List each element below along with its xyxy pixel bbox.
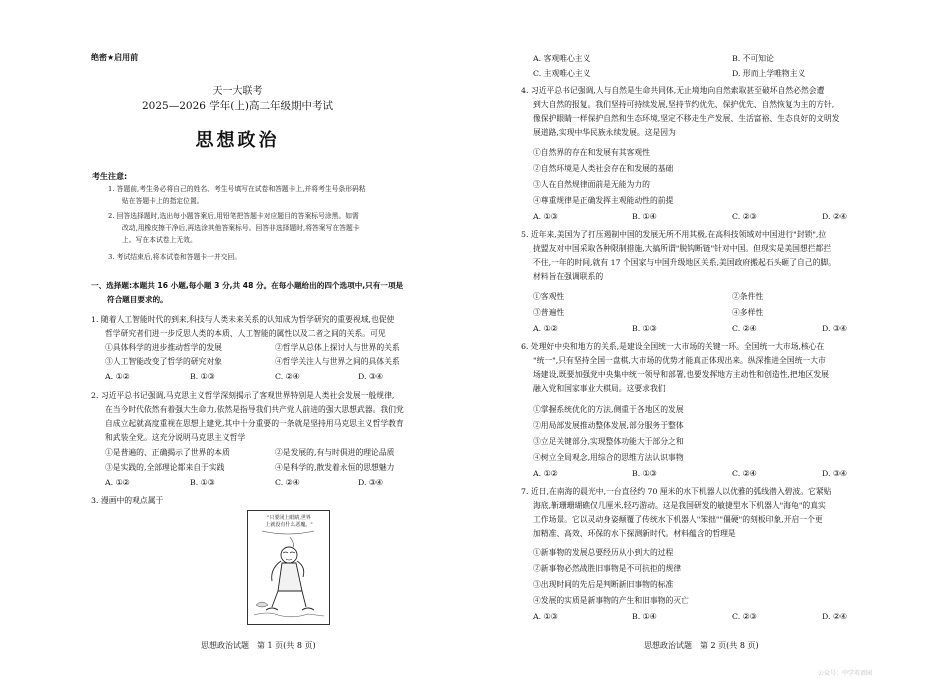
q2-stem: 自成立起就高度重视在思想上建党,其中十分重要的一条就是坚持用马克思主义哲学教育 xyxy=(105,419,404,428)
q7-stem: 工作场景。它以灵动身姿颠覆了传统水下机器人"笨拙""僵硬"的刻板印象,开启一个更 xyxy=(533,515,823,524)
q6-choice-b: B. ①③ xyxy=(632,469,657,478)
q7-stem: 7. 近日,在南海的晨光中,一台直径约 70 厘米的水下机器人以优雅的弧线潜入碧波。它紧贴 xyxy=(521,487,832,496)
q2-choice-d: D. ③④ xyxy=(358,478,383,487)
q1-statement: ①具体科学的进步推动哲学的发展 xyxy=(105,343,222,352)
q2-stem: 在当今时代依然有着强大生命力,依然是指导我们共产党人前进的强大思想武器。我们党 xyxy=(105,405,404,414)
q2-statement: ①是普遍的、正确揭示了世界的本质 xyxy=(105,448,230,457)
note-line: 2. 回答选择题时,选出每小题答案后,用铅笔把答题卡对应题目的答案标号涂黑。如需 xyxy=(108,212,359,220)
q2-statement: ④是科学的,散发着永恒的思想魅力 xyxy=(275,463,395,472)
q1-statement: ③人工智能改变了哲学的研究对象 xyxy=(105,357,222,366)
q4-choice-c: C. ②③ xyxy=(732,212,757,221)
subject-title: 思想政治 xyxy=(195,130,280,151)
q7-statement: ④发展的实质是新事物的产生和旧事物的灭亡 xyxy=(533,596,689,605)
q2-stem: 2. 习近平总书记强调,马克思主义哲学深刻揭示了客观世界特别是人类社会发展一般规律, xyxy=(91,391,395,400)
q6-stem: 6. 处理好中央和地方的关系,是建设全国统一大市场的关键一环。全国统一大市场,核心在 xyxy=(521,342,825,351)
q6-stem: 场建设,既要加强党中央集中统一领导和部署,也要发挥地方主动性和创造性,把地区发展 xyxy=(533,370,829,379)
q7-stem: 加精准、高效、环保的水下探测新时代。材料蕴含的哲理是 xyxy=(533,529,736,538)
section-heading: 一、选择题:本题共 16 小题,每小题 3 分,共 48 分。在每小题给出的四个选项中,只有一项是 xyxy=(91,281,404,290)
q2-choice-a: A. ①② xyxy=(105,478,130,487)
footer-page-1: 思想政治试题 第 1 页(共 8 页) xyxy=(201,641,316,650)
section-heading-cont: 符合题目要求的。 xyxy=(107,295,168,304)
q1-choice-d: D. ③④ xyxy=(358,372,383,381)
q5-stem: 5. 近年来,美国为了打压遏制中国的发展无所不用其极,在高科技领域对中国进行"封锁",拉 xyxy=(521,230,827,239)
q2-choice-c: C. ②④ xyxy=(275,478,300,487)
q5-choice-c: C. ②④ xyxy=(732,324,757,333)
q6-choice-d: D. ③④ xyxy=(822,469,847,478)
note-line: 改动,用橡皮擦干净后,再选涂其他答案标号。回答非选择题时,将答案写在答题卡 xyxy=(122,224,360,232)
q6-statement: ②用局部发展推动整体发展,部分服务于整体 xyxy=(533,421,684,430)
q3-choice-a: A. 客观唯心主义 xyxy=(533,54,591,63)
q4-statement: ③人在自然规律面前是无能为力的 xyxy=(533,180,650,189)
q2-choice-b: B. ①③ xyxy=(190,478,215,487)
note-line: 3. 考试结束后,将本试卷和答题卡一并交回。 xyxy=(108,253,242,261)
q3-choice-d: D. 形而上学唯物主义 xyxy=(732,69,806,78)
footer-page-2: 思想政治试题 第 2 页(共 8 页) xyxy=(644,641,759,650)
note-line: 上。写在本试卷上无效。 xyxy=(122,236,197,244)
q7-statement: ②新事物必然战胜旧事物是不可抗拒的规律 xyxy=(533,564,682,573)
q3-choice-c: C. 主观唯心主义 xyxy=(533,69,591,78)
cartoon-figure-icon xyxy=(248,511,329,624)
q5-choice-b: B. ①③ xyxy=(632,324,657,333)
q7-statement: ①新事物的发展总要经历从小到大的过程 xyxy=(533,548,674,557)
q1-choice-b: B. ①③ xyxy=(190,372,215,381)
q1-choice-a: A. ①② xyxy=(105,372,130,381)
exam-term: 2025—2026 学年(上)高二年级期中考试 xyxy=(142,100,333,112)
q4-choice-b: B. ①④ xyxy=(632,212,657,221)
q5-statement: ④多样性 xyxy=(732,308,764,317)
q3-choice-b: B. 不可知论 xyxy=(732,54,774,63)
q6-stem: 融入党和国家事业大棋局。这要求我们 xyxy=(533,384,666,393)
q4-stem: 4. 习近平总书记强调,人与自然是生命共同体,无止境地向自然索取甚至破坏自然必然会遭 xyxy=(521,86,825,95)
q6-statement: ④树立全局观念,用综合的思维方法认识事物 xyxy=(533,453,684,462)
q4-choice-a: A. ①③ xyxy=(533,212,558,221)
note-line: 1. 答题前,考生务必将自己的姓名、考生号填写在试卷和答题卡上,并将考生号条形码粘 xyxy=(108,185,366,193)
q6-choice-c: C. ②④ xyxy=(732,469,757,478)
q4-stem: 展道路,实现中华民族永续发展。这是因为 xyxy=(533,128,676,137)
q3-stem: 3. 漫画中的观点属于 xyxy=(91,496,164,505)
q1-stem: 1. 随着人工智能时代的到来,科技与人类未来关系的认知成为哲学研究的重要视域,也促使 xyxy=(91,315,395,324)
q6-stem: "统一",只有坚持全国一盘棋,大市场的优势才能真正体现出来。纵深推进全国统一大市 xyxy=(533,356,826,365)
q5-statement: ①客观性 xyxy=(533,292,565,301)
exam-org: 天一大联考 xyxy=(212,86,263,97)
cartoon-bubble: "只要闭上眼睛,世界 上就没有什么恶魔。" xyxy=(265,515,313,528)
watermark: 公众号：中学英语园 xyxy=(818,670,873,677)
q7-stem: 海底,靳珊珊瑚礁仅几厘米,轻巧游动。这是我国研发的敏捷型水下机器人"海龟"的真实 xyxy=(533,501,826,510)
q1-stem: 哲学研究者们进一步反思人类的本质、人工智能的属性以及二者之间的关系。可见 xyxy=(105,329,386,338)
q4-statement: ②自然环境是人类社会存在和发展的基础 xyxy=(533,164,674,173)
q4-choice-d: D. ②④ xyxy=(822,212,847,221)
q7-choice-c: C. ②③ xyxy=(732,612,757,621)
q4-statement: ④尊重规律是正确发挥主观能动性的前提 xyxy=(533,196,674,205)
q6-statement: ③立足关键部分,实现整体功能大于部分之和 xyxy=(533,437,684,446)
q3-cartoon xyxy=(247,510,330,625)
q4-stem: 到大自然的报复。我们坚持可持续发展,坚持节约优先、保护优先、自然恢复为主的方针, xyxy=(533,100,835,109)
q5-stem: 不住,一年的时间,就有 17 个国家与中国升级地区关系,美国政府搬起石头砸了自己的脚。 xyxy=(533,258,836,267)
q4-stem: 像保护眼睛一样保护自然和生态环境,坚定不移走生产发展、生活富裕、生态良好的文明发 xyxy=(533,114,840,123)
q7-statement: ③出现时间的先后是判断新旧事物的标准 xyxy=(533,580,674,589)
q2-statement: ③是实践的,全部理论都来自于实践 xyxy=(105,463,225,472)
q1-choice-c: C. ②④ xyxy=(275,372,300,381)
notes-title: 考生注意: xyxy=(92,172,128,181)
q5-statement: ③普遍性 xyxy=(533,308,565,317)
q2-stem: 和武装全党。这充分说明马克思主义哲学 xyxy=(105,433,246,442)
q5-stem: 拢盟友对中国采取各种限制措施,大搞所谓"脱钩断链"针对中国。但现实是美国想拦都拦 xyxy=(533,244,832,253)
q7-choice-d: D. ②④ xyxy=(822,612,847,621)
q7-choice-a: A. ①③ xyxy=(533,612,558,621)
q1-statement: ②哲学从总体上探讨人与世界的关系 xyxy=(275,343,400,352)
q7-choice-b: B. ①④ xyxy=(632,612,657,621)
q6-statement: ①掌握系统优化的方法,侧重于各地区的发展 xyxy=(533,405,684,414)
q5-statement: ②条件性 xyxy=(732,292,764,301)
secret-label: 绝密★启用前 xyxy=(91,53,139,62)
q1-statement: ④哲学关注人与世界之间的具体关系 xyxy=(275,357,400,366)
q5-choice-a: A. ①② xyxy=(533,324,558,333)
q4-statement: ①自然界的存在和发展有其客观性 xyxy=(533,148,650,157)
q6-choice-a: A. ①② xyxy=(533,469,558,478)
q5-choice-d: D. ③④ xyxy=(822,324,847,333)
q5-stem: 材料旨在强调联系的 xyxy=(533,272,604,281)
q2-statement: ②是发展的,有与时俱进的理论品质 xyxy=(275,448,395,457)
note-line: 贴在答题卡上的指定位置。 xyxy=(122,197,204,205)
